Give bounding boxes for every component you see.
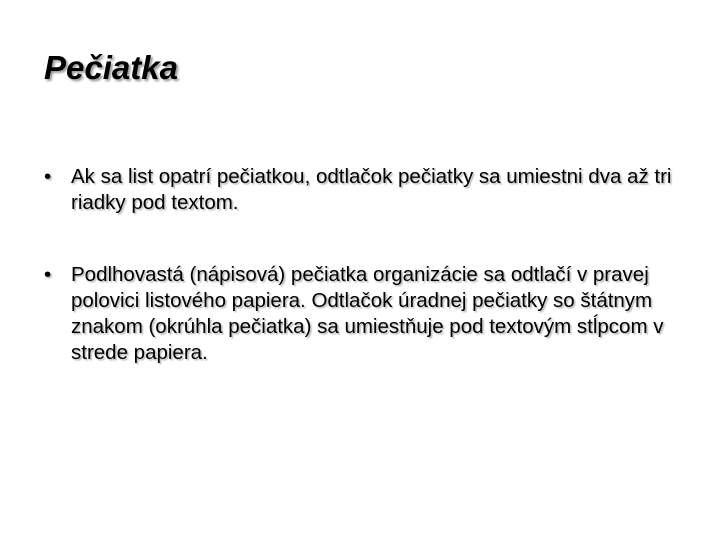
bullet-marker: • [44, 263, 52, 286]
slide-title: Pečiatka [44, 49, 178, 86]
bullet-item [44, 164, 694, 216]
bullet-text: Podlhovastá (nápisová) pečiatka organizácie sa odtlačí v pravej polovici listového papiera. Odtlačok úradnej pečiatky so štátnym znakom (okrúhla pečiatka) sa umiestňuje pod textovým stĺpcom v strede papiera. [71, 263, 664, 364]
bullet-text: Ak sa list opatrí pečiatkou, odtlačok pečiatky sa umiestni dva až tri riadky pod textom. [71, 165, 672, 214]
bullet-list [44, 164, 694, 366]
bullet-marker: • [44, 165, 52, 188]
bullet-item [44, 262, 694, 366]
